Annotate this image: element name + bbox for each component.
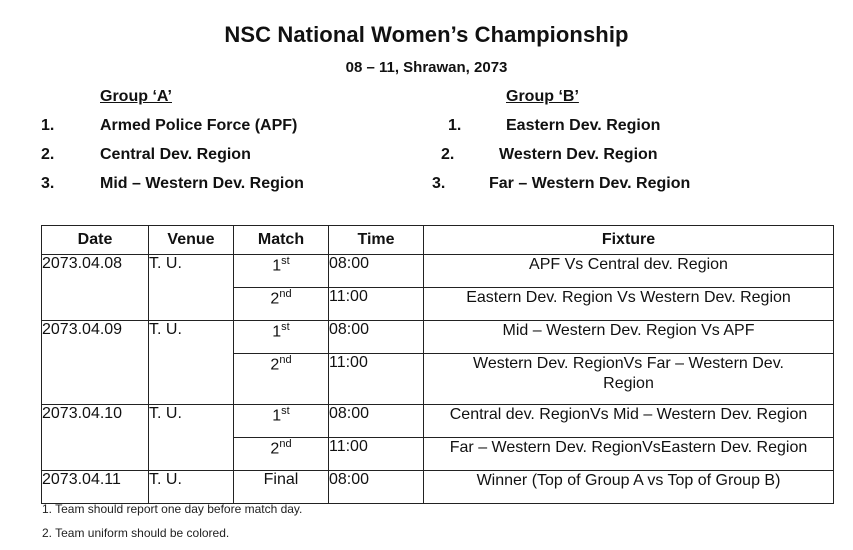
- time-cell: 08:00: [329, 471, 424, 504]
- match-cell: [234, 438, 329, 471]
- match-number: 2: [270, 440, 280, 458]
- match-cell: Final: [234, 471, 329, 504]
- match-suffix: st: [281, 321, 290, 333]
- venue-cell: T. U.: [149, 405, 234, 471]
- fixture-cell: Winner (Top of Group A vs Top of Group B): [424, 471, 834, 504]
- match-cell: [234, 255, 329, 288]
- table-row: [42, 255, 834, 288]
- table-header-row: [42, 226, 834, 255]
- match-suffix: nd: [279, 288, 292, 300]
- fixture-cell: APF Vs Central dev. Region: [424, 255, 834, 288]
- group-b-team-2-name: Western Dev. Region: [499, 146, 658, 163]
- group-b-team-3-number: 3.: [432, 175, 446, 192]
- venue-cell: T. U.: [149, 255, 234, 321]
- time-cell: 11:00: [329, 354, 424, 405]
- note-1: 1. Team should report one day before match day.: [42, 502, 303, 516]
- match-number: 2: [270, 290, 280, 308]
- group-a-team-1-number: 1.: [41, 117, 55, 134]
- time-cell: 11:00: [329, 438, 424, 471]
- table-row: [42, 405, 834, 438]
- group-b-team-1-name: Eastern Dev. Region: [506, 117, 661, 134]
- date-cell: 2073.04.10: [42, 405, 149, 471]
- match-number: 1: [272, 407, 282, 425]
- match-number: 1: [272, 323, 282, 341]
- match-cell: [234, 405, 329, 438]
- date-cell: 2073.04.11: [42, 471, 149, 504]
- fixture-cell: Mid – Western Dev. Region Vs APF: [424, 321, 834, 354]
- header-match: Match: [234, 226, 329, 255]
- group-b-team-3-name: Far – Western Dev. Region: [489, 175, 691, 192]
- match-number: 2: [270, 356, 280, 374]
- match-suffix: st: [281, 405, 290, 417]
- fixture-table: [41, 225, 834, 504]
- table-row: [42, 321, 834, 354]
- header-time: Time: [329, 226, 424, 255]
- page-subtitle: 08 – 11, Shrawan, 2073: [345, 59, 508, 76]
- group-a-team-1-name: Armed Police Force (APF): [100, 117, 298, 134]
- time-cell: 08:00: [329, 321, 424, 354]
- page-title: NSC National Women’s Championship: [224, 22, 629, 47]
- match-cell: [234, 288, 329, 321]
- group-a-team-2-number: 2.: [41, 146, 55, 163]
- fixture-cell: Eastern Dev. Region Vs Western Dev. Region: [424, 288, 834, 321]
- header-venue: Venue: [149, 226, 234, 255]
- header-fixture: Fixture: [424, 226, 834, 255]
- match-number: 1: [272, 257, 282, 275]
- fixture-cell: Central dev. RegionVs Mid – Western Dev. Region: [424, 405, 834, 438]
- group-a-team-3-name: Mid – Western Dev. Region: [100, 175, 304, 192]
- group-a-team-2-name: Central Dev. Region: [100, 146, 251, 163]
- fixture-cell: Western Dev. RegionVs Far – Western Dev. Region: [424, 354, 834, 405]
- match-suffix: nd: [279, 354, 292, 366]
- note-2: 2. Team uniform should be colored.: [42, 526, 230, 540]
- header-date: Date: [42, 226, 149, 255]
- time-cell: 08:00: [329, 255, 424, 288]
- table-row: [42, 471, 834, 504]
- group-b-team-1-number: 1.: [448, 117, 462, 134]
- match-suffix: nd: [279, 438, 292, 450]
- group-b-team-2-number: 2.: [441, 146, 455, 163]
- date-cell: 2073.04.09: [42, 321, 149, 405]
- time-cell: 08:00: [329, 405, 424, 438]
- date-cell: 2073.04.08: [42, 255, 149, 321]
- group-a-team-3-number: 3.: [41, 175, 55, 192]
- match-suffix: st: [281, 255, 290, 267]
- match-cell: [234, 354, 329, 405]
- time-cell: 11:00: [329, 288, 424, 321]
- venue-cell: T. U.: [149, 471, 234, 504]
- match-cell: [234, 321, 329, 354]
- group-b-title: Group ‘B’: [506, 88, 579, 105]
- group-a-title: Group ‘A’: [100, 88, 172, 105]
- fixture-cell: Far – Western Dev. RegionVsEastern Dev. Region: [424, 438, 834, 471]
- venue-cell: T. U.: [149, 321, 234, 405]
